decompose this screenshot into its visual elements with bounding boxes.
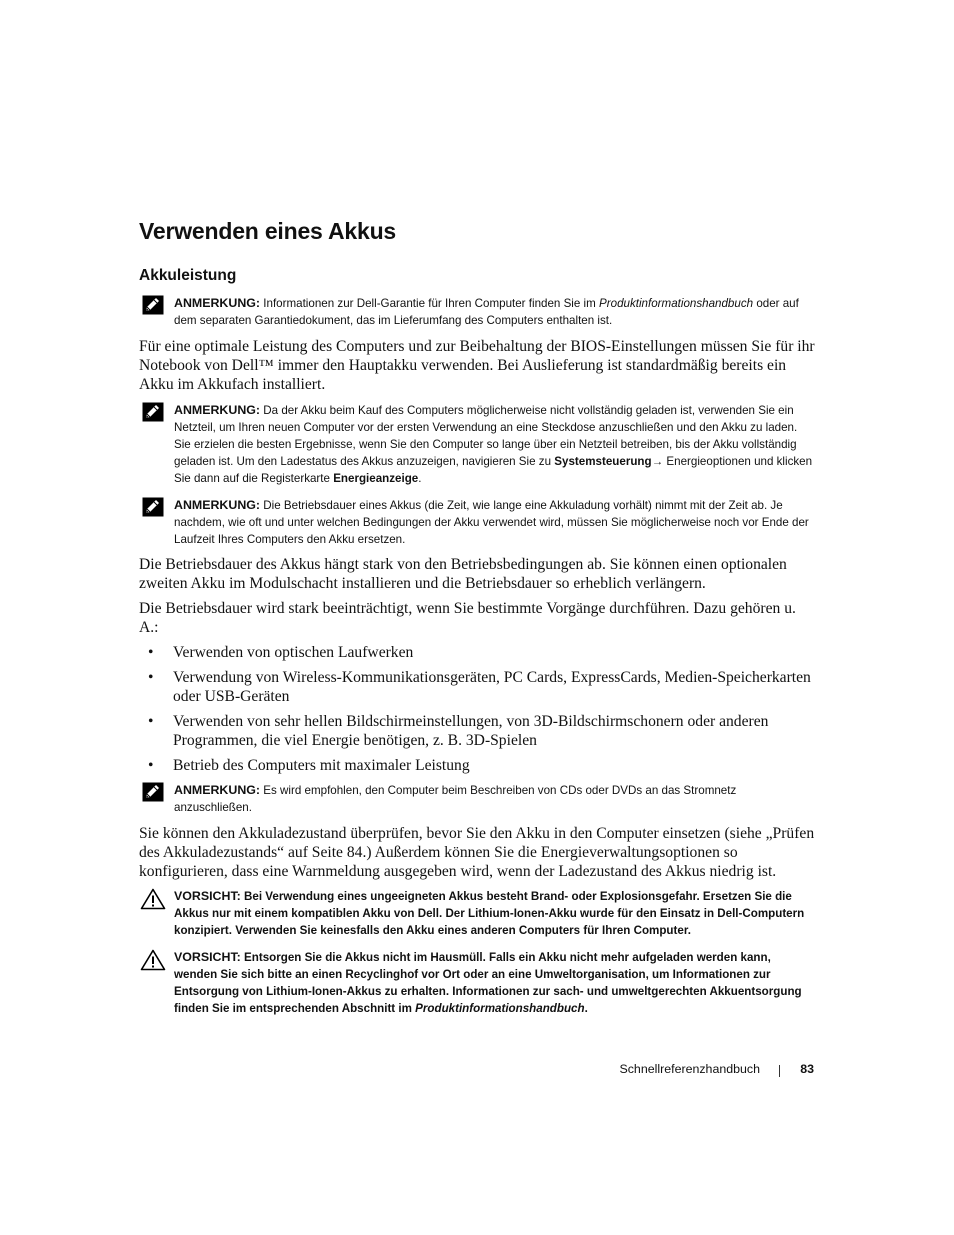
list-item-text: Verwendung von Wireless-Kommunikationsgeräten, PC Cards, ExpressCards, Medien-Speicherkarten oder USB-Geräten bbox=[173, 669, 811, 705]
note-charging bbox=[139, 402, 814, 487]
note-pencil-icon bbox=[142, 402, 164, 422]
list-item-text: Verwenden von optischen Laufwerken bbox=[173, 644, 414, 661]
note-text bbox=[174, 295, 814, 329]
caution-disposal bbox=[139, 949, 814, 1017]
body-paragraph: Für eine optimale Leistung des Computers und zur Beibehaltung der BIOS-Einstellungen müssen Sie für ihr Notebook von Dell™ immer den Hauptakku verwenden. Bei Auslieferung ist standardmäßig bereits ein Akku im Akkufach installiert. bbox=[139, 338, 815, 393]
body-paragraph: Die Betriebsdauer des Akkus hängt stark von den Betriebsbedingungen ab. Sie können einen optionalen zweiten Akku im Modulschacht installieren und die Betriebsdauer so erheblich verlängern. bbox=[139, 556, 787, 592]
note-text-part: Informationen zur Dell-Garantie für Ihren Computer finden Sie im bbox=[263, 297, 596, 310]
section-heading: Akkuleistung bbox=[139, 267, 237, 284]
caution-text-part: . bbox=[584, 1002, 588, 1015]
list-item-text: Betrieb des Computers mit maximaler Leistung bbox=[173, 757, 470, 774]
caution-text bbox=[174, 949, 814, 1017]
bullet-glyph: • bbox=[148, 757, 154, 774]
note-label: ANMERKUNG: bbox=[174, 783, 261, 797]
bullet-glyph: • bbox=[148, 713, 154, 730]
caution-label: VORSICHT: bbox=[174, 889, 241, 903]
note-text bbox=[174, 782, 814, 816]
warning-triangle-icon bbox=[140, 949, 166, 971]
page-number: 83 bbox=[800, 1062, 814, 1076]
page-heading: Verwenden eines Akkus bbox=[139, 218, 397, 244]
note-cd-dvd bbox=[139, 782, 814, 816]
note-label: ANMERKUNG: bbox=[174, 498, 261, 512]
caution-battery-type bbox=[139, 888, 814, 939]
note-text-part: Energieoptionen und klicken Sie dann auf die Registerkarte bbox=[174, 455, 813, 485]
note-text-part: Da der Akku beim Kauf des Computers möglicherweise nicht vollständig geladen ist, verwenden Sie ein Netzteil, um Ihren neuen Computer vor der ersten Verwendung an eine Steckdose anzuschließen und den Akku zu laden. Sie erzielen die besten Ergebnisse, wenn Sie den Computer so lange über ein Netzteil betreiben, bis der Akku vollständig geladen ist. Um den Ladestatus des Akkus anzuzeigen, navigieren Sie zu bbox=[174, 404, 798, 468]
caution-text-part: Entsorgen Sie die Akkus nicht im Hausmüll. Falls ein Akku nicht mehr aufgeladen werden kann, wenden Sie sich bitte an einen Recyclinghof vor Ort oder an eine Umweltorganisation, um Informationen zur Entsorgung von Lithium-Ionen-Akkus zu erhalten. Informationen zur sach- und umweltgerechten Akkuentsorgung finden Sie im entsprechenden Abschnitt im bbox=[174, 951, 802, 1015]
note-pencil-icon bbox=[142, 295, 164, 315]
body-paragraph: Sie können den Akkuladezustand überprüfen, bevor Sie den Akku in den Computer einsetzen (siehe „Prüfen des Akkuladezustands“ auf Seite 84.) Außerdem können Sie die Energieverwaltungsoptionen so konfigurieren, dass eine Warnmeldung ausgegeben wird, wenn der Ladezustand des Akkus niedrig ist. bbox=[139, 825, 815, 880]
body-paragraph: Die Betriebsdauer wird stark beeinträchtigt, wenn Sie bestimmte Vorgänge durchführen. Dazu gehören u. A.: bbox=[139, 600, 796, 636]
list-item bbox=[139, 668, 815, 706]
note-text-part: Die Betriebsdauer eines Akkus (die Zeit, wie lange eine Akkuladung vorhält) nimmt mit der Zeit ab. Je nachdem, wie oft und unter welchen Bedingungen der Akku verwendet wird, müssen Sie möglicherweise noch vor Ende der Laufzeit Ihres Computers den Akku ersetzen. bbox=[174, 499, 809, 546]
bullet-glyph: • bbox=[148, 644, 154, 661]
page-footer bbox=[560, 1062, 815, 1080]
menu-path-systemsteuerung: Systemsteuerung bbox=[554, 455, 652, 468]
list-item bbox=[139, 643, 815, 662]
note-pencil-icon bbox=[142, 782, 164, 802]
note-text-part: . bbox=[418, 472, 422, 485]
note-pencil-icon bbox=[142, 497, 164, 517]
note-book-title: Produktinformationshandbuch bbox=[599, 297, 754, 310]
bullet-list bbox=[139, 643, 815, 781]
warning-triangle-icon bbox=[140, 888, 166, 910]
caution-book-title: Produktinformationshandbuch bbox=[415, 1002, 585, 1015]
note-label: ANMERKUNG: bbox=[174, 403, 261, 417]
note-battery-life bbox=[139, 497, 814, 548]
menu-arrow-glyph: → bbox=[651, 455, 664, 468]
caution-label: VORSICHT: bbox=[174, 950, 241, 964]
note-warranty bbox=[139, 295, 814, 329]
footer-separator bbox=[779, 1065, 780, 1077]
list-item-text: Verwenden von sehr hellen Bildschirmeinstellungen, von 3D-Bildschirmschonern oder anderen Programmen, die viel Energie benötigen, z. B. 3D-Spielen bbox=[173, 713, 769, 749]
note-text-part: oder auf dem separaten Garantiedokument, das im Lieferumfang des Computers enthalten ist. bbox=[174, 297, 799, 327]
note-text bbox=[174, 497, 814, 548]
note-label: ANMERKUNG: bbox=[174, 296, 261, 310]
note-text-part: Es wird empfohlen, den Computer beim Beschreiben von CDs oder DVDs an das Stromnetz anzuschließen. bbox=[174, 784, 737, 814]
caution-text-part: Bei Verwendung eines ungeeigneten Akkus besteht Brand- oder Explosionsgefahr. Ersetzen Sie die Akkus nur mit einem kompatiblen Akku von Dell. Der Lithium-Ionen-Akku wurde für den Einsatz in Dell-Computern konzipiert. Verwenden Sie keinesfalls den Akku eines anderen Computers für Ihren Computer. bbox=[174, 890, 805, 937]
list-item bbox=[139, 756, 815, 775]
list-item bbox=[139, 712, 815, 750]
footer-title: Schnellreferenzhandbuch bbox=[619, 1062, 760, 1076]
bullet-glyph: • bbox=[148, 669, 154, 686]
tab-name-energieanzeige: Energieanzeige bbox=[333, 472, 419, 485]
caution-text bbox=[174, 888, 814, 939]
note-text bbox=[174, 402, 814, 487]
